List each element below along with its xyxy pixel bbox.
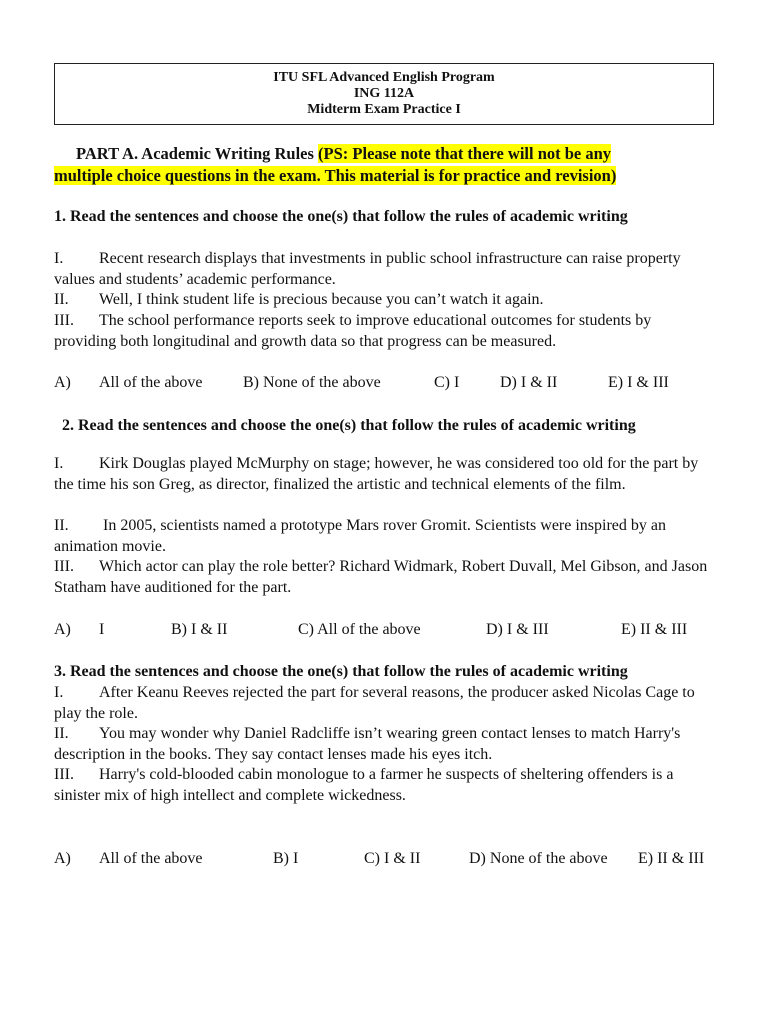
sentence-text: Which actor can play the role better? Richard Widmark, Robert Duvall, Mel Gibson, and Jason Statham have auditioned for the part. — [54, 558, 708, 596]
option-e[interactable]: E) II & III — [621, 621, 688, 638]
sentence-text: The school performance reports seek to improve educational outcomes for students by providing both longitudinal and growth data so that progress can be measured. — [54, 312, 652, 350]
sentence-number: III. — [54, 312, 74, 329]
q1-options — [54, 372, 734, 394]
option-a-letter[interactable]: A) — [54, 850, 71, 867]
option-a-text[interactable]: All of the above — [99, 374, 203, 391]
sentence-text: Recent research displays that investments in public school infrastructure can raise property values and students’ academic performance. — [54, 250, 681, 288]
sentence-text: Well, I think student life is precious because you can’t watch it again. — [99, 291, 544, 308]
sentence-number: III. — [54, 558, 74, 575]
option-b[interactable]: B) None of the above — [243, 374, 381, 391]
option-b[interactable]: B) I — [273, 850, 299, 867]
exam-header-box — [54, 63, 714, 125]
q2-sentence-3 — [54, 557, 714, 598]
sentence-number: III. — [54, 766, 74, 783]
q3-sentence-1 — [54, 683, 714, 724]
q3-options — [54, 848, 734, 870]
part-a-note-line2: multiple choice questions in the exam. This material is for practice and revision) — [54, 166, 617, 185]
option-c[interactable]: C) I — [434, 374, 460, 391]
option-e[interactable]: E) II & III — [638, 850, 705, 867]
q2-sentence-1 — [54, 454, 714, 495]
sentence-text: Harry's cold-blooded cabin monologue to a farmer he suspects of sheltering offenders is a sinister mix of high intellect and complete wickedness. — [54, 766, 674, 804]
q3-sentence-3 — [54, 765, 714, 806]
sentence-text: In 2005, scientists named a prototype Mars rover Gromit. Scientists were inspired by an animation movie. — [54, 517, 666, 555]
sentence-text: You may wonder why Daniel Radcliffe isn’t wearing green contact lenses to match Harry's description in the books. They say contact lenses made his eyes itch. — [54, 725, 681, 763]
course-code: ING 112A — [353, 86, 415, 101]
q2-options — [54, 619, 734, 641]
option-a-letter[interactable]: A) — [54, 374, 71, 391]
option-b[interactable]: B) I & II — [171, 621, 228, 638]
program-title: ITU SFL Advanced English Program — [273, 70, 495, 85]
exam-title: Midterm Exam Practice I — [307, 102, 461, 117]
sentence-text: Kirk Douglas played McMurphy on stage; however, he was considered too old for the part by the time his son Greg, as director, finalized the artistic and technical elements of the film. — [54, 455, 699, 493]
sentence-number: II. — [54, 517, 69, 534]
q1-sentence-2 — [54, 290, 714, 311]
option-a-letter[interactable]: A) — [54, 621, 71, 638]
q1-sentence-3 — [54, 311, 714, 352]
option-c[interactable]: C) I & II — [364, 850, 421, 867]
question-1-title: 1. Read the sentences and choose the one(s) that follow the rules of academic writing — [54, 208, 628, 225]
option-c[interactable]: C) All of the above — [298, 621, 421, 638]
option-d[interactable]: D) I & II — [500, 374, 558, 391]
option-d[interactable]: D) None of the above — [469, 850, 608, 867]
sentence-number: I. — [54, 250, 64, 267]
option-a-text[interactable]: I — [99, 621, 105, 638]
sentence-text: After Keanu Reeves rejected the part for several reasons, the producer asked Nicolas Cage to play the role. — [54, 684, 695, 722]
sentence-number: I. — [54, 684, 64, 701]
q3-sentence-2 — [54, 724, 714, 765]
option-e[interactable]: E) I & III — [608, 374, 669, 391]
part-a-title: PART A. Academic Writing Rules — [76, 144, 314, 163]
sentence-number: II. — [54, 291, 69, 308]
option-a-text[interactable]: All of the above — [99, 850, 203, 867]
sentence-number: II. — [54, 725, 69, 742]
option-d[interactable]: D) I & III — [486, 621, 549, 638]
question-3-title: 3. Read the sentences and choose the one(s) that follow the rules of academic writing — [54, 663, 628, 680]
part-a-heading — [54, 143, 714, 187]
part-a-note-line1: (PS: Please note that there will not be any — [318, 144, 612, 163]
q2-sentence-2 — [54, 516, 714, 557]
sentence-number: I. — [54, 455, 64, 472]
question-2-title: 2. Read the sentences and choose the one(s) that follow the rules of academic writing — [62, 417, 636, 434]
q1-sentence-1 — [54, 249, 714, 290]
